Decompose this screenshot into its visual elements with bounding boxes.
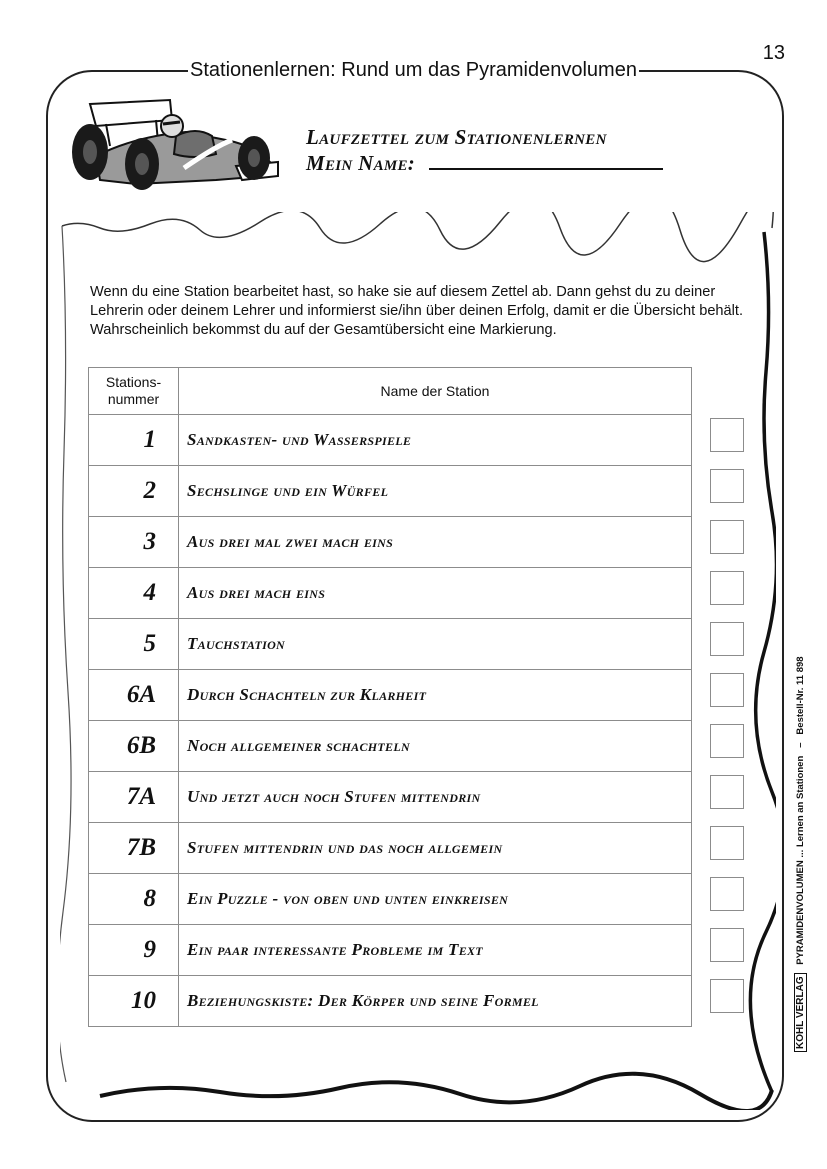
station-checkbox-5[interactable] xyxy=(710,622,744,656)
table-row xyxy=(89,772,692,823)
table-row xyxy=(89,976,692,1027)
column-header-name: Name der Station xyxy=(179,368,692,415)
station-checkbox-1[interactable] xyxy=(710,418,744,452)
worksheet-header xyxy=(0,58,827,82)
table-row xyxy=(89,670,692,721)
worksheet-header-title: Stationenlernen: Rund um das Pyramidenvolumen xyxy=(190,59,637,81)
station-number: 7A xyxy=(89,772,179,823)
table-row xyxy=(89,619,692,670)
checkbox-column xyxy=(710,418,746,1030)
station-number: 3 xyxy=(89,517,179,568)
name-field-row xyxy=(306,150,663,176)
station-number: 10 xyxy=(89,976,179,1027)
station-name: Beziehungskiste: Der Körper und seine Formel xyxy=(179,976,692,1027)
column-header-number xyxy=(89,368,179,415)
station-checkbox-6b[interactable] xyxy=(710,724,744,758)
station-name: Noch allgemeiner schachteln xyxy=(179,721,692,772)
station-checkbox-7a[interactable] xyxy=(710,775,744,809)
station-number: 9 xyxy=(89,925,179,976)
name-label: Mein Name: xyxy=(306,151,416,175)
publisher-logo: KOHL VERLAG xyxy=(794,973,807,1052)
table-row xyxy=(89,568,692,619)
station-checkbox-3[interactable] xyxy=(710,520,744,554)
page-number: 13 xyxy=(762,42,785,64)
table-row xyxy=(89,925,692,976)
station-checkbox-2[interactable] xyxy=(710,469,744,503)
publisher-footer xyxy=(795,656,806,1052)
station-name: Und jetzt auch noch Stufen mittendrin xyxy=(179,772,692,823)
table-row xyxy=(89,721,692,772)
station-name: Aus drei mach eins xyxy=(179,568,692,619)
column-header-number-line2: nummer xyxy=(107,391,160,407)
station-checkbox-6a[interactable] xyxy=(710,673,744,707)
station-name: Sechslinge und ein Würfel xyxy=(179,466,692,517)
station-number: 1 xyxy=(89,415,179,466)
station-checkbox-9[interactable] xyxy=(710,928,744,962)
station-name: Sandkasten- und Wasserspiele xyxy=(179,415,692,466)
station-name: Stufen mittendrin und das noch allgemein xyxy=(179,823,692,874)
table-row xyxy=(89,823,692,874)
order-number: Bestell-Nr. 11 898 xyxy=(795,656,806,735)
station-name: Aus drei mal zwei mach eins xyxy=(179,517,692,568)
sheet-title: Laufzettel zum Stationenlernen xyxy=(306,125,607,149)
race-car-icon xyxy=(66,96,280,196)
product-label: PYRAMIDENVOLUMEN ... Lernen an Stationen xyxy=(795,755,806,965)
column-header-number-line1: Stations- xyxy=(105,374,162,390)
stations-table xyxy=(88,367,692,1027)
table-row xyxy=(89,517,692,568)
station-checkbox-8[interactable] xyxy=(710,877,744,911)
station-number: 2 xyxy=(89,466,179,517)
station-number: 5 xyxy=(89,619,179,670)
station-name: Ein Puzzle - von oben und unten einkreisen xyxy=(179,874,692,925)
table-row xyxy=(89,415,692,466)
station-number: 4 xyxy=(89,568,179,619)
intro-text: Wenn du eine Station bearbeitet hast, so hake sie auf diesem Zettel ab. Dann gehst du zu deiner Lehrerin oder deinem Lehrer und informierst sie/ihn über deinen Erfolg, damit er die Übersicht behält. Wahrscheinlich bekommst du auf der Gesamtübersicht eine Markierung. xyxy=(90,283,744,338)
table-header-row xyxy=(89,368,692,415)
station-number: 7B xyxy=(89,823,179,874)
name-input-line[interactable] xyxy=(429,150,663,170)
table-row xyxy=(89,874,692,925)
footer-separator: – xyxy=(795,742,806,748)
station-name: Tauchstation xyxy=(179,619,692,670)
sheet-title-block xyxy=(306,124,663,176)
station-name: Ein paar interessante Probleme im Text xyxy=(179,925,692,976)
station-number: 8 xyxy=(89,874,179,925)
station-number: 6A xyxy=(89,670,179,721)
table-row xyxy=(89,466,692,517)
station-checkbox-7b[interactable] xyxy=(710,826,744,860)
station-checkbox-10[interactable] xyxy=(710,979,744,1013)
station-checkbox-4[interactable] xyxy=(710,571,744,605)
station-number: 6B xyxy=(89,721,179,772)
station-name: Durch Schachteln zur Klarheit xyxy=(179,670,692,721)
